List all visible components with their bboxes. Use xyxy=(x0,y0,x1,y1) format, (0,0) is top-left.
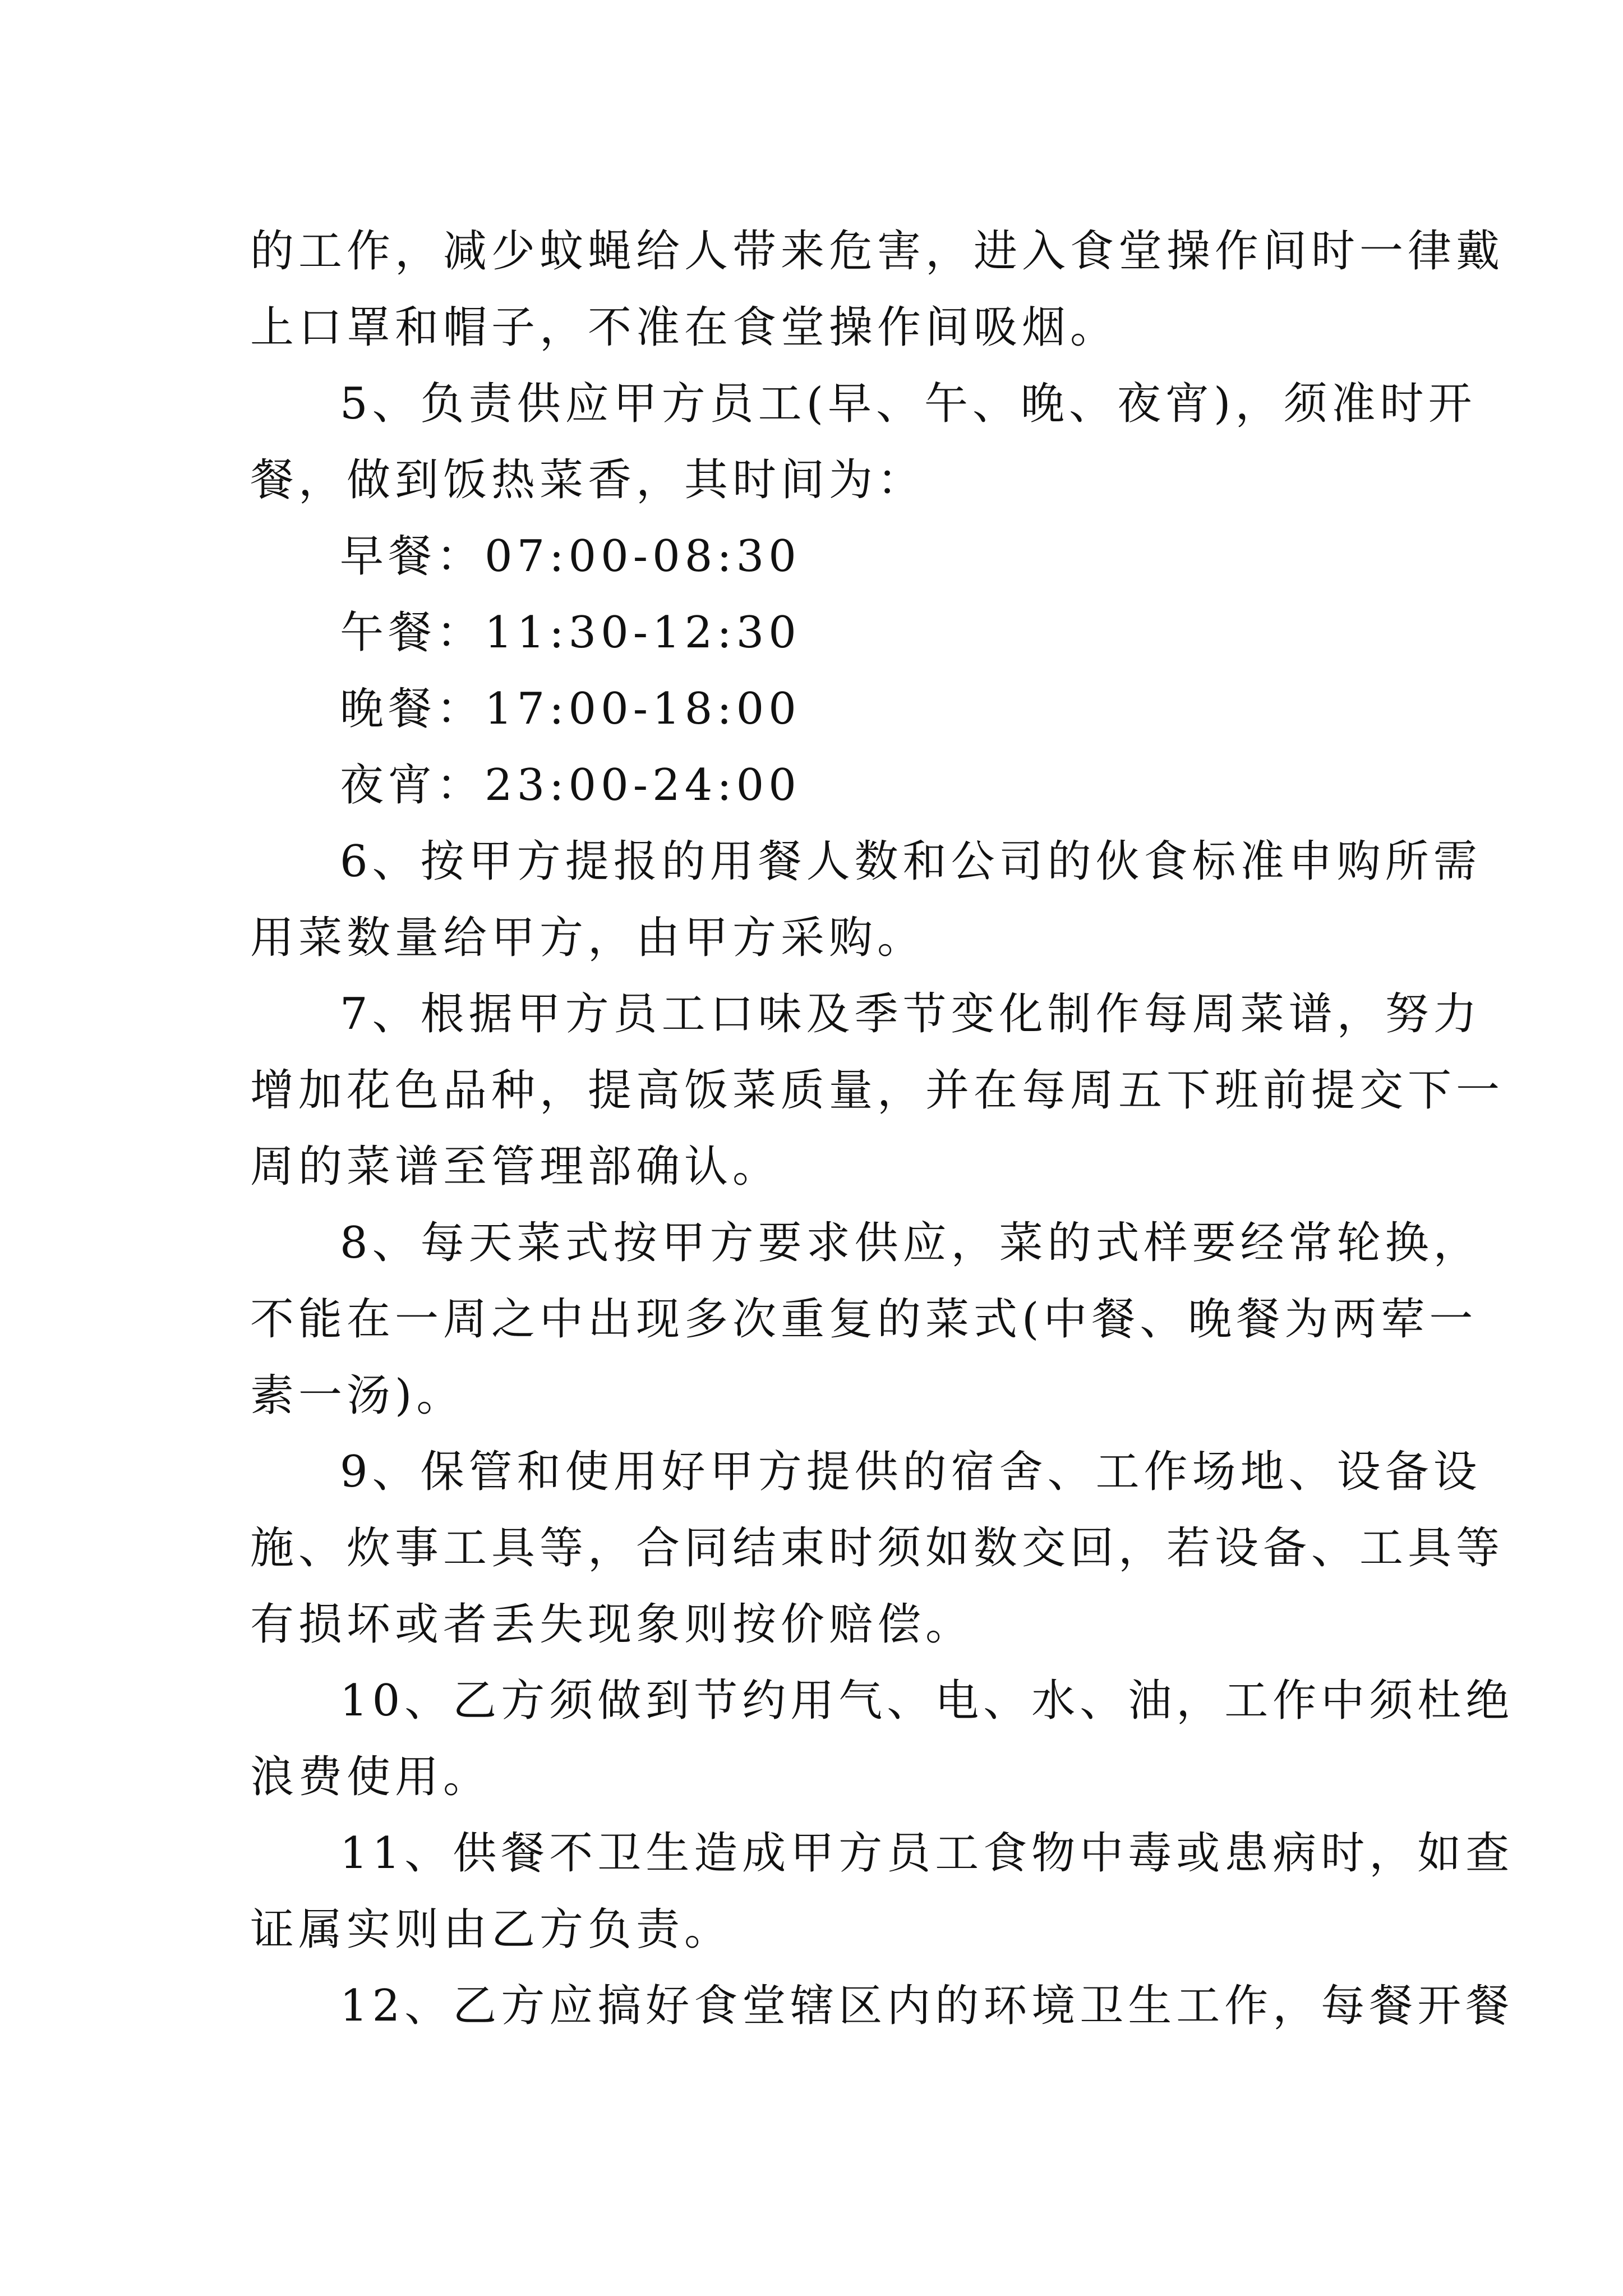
clause-11-line: 11、供餐不卫生造成甲方员工食物中毒或患病时，如查 xyxy=(340,1828,1514,1879)
lunch-time: 午餐：11:30-12:30 xyxy=(340,608,801,658)
text-line: 不能在一周之中出现多次重复的菜式(中餐、晚餐为两荤一 xyxy=(250,1294,1478,1345)
clause-5-line: 5、负责供应甲方员工(早、午、晚、夜宵)，须准时开 xyxy=(340,379,1477,429)
clause-10-line: 10、乙方须做到节约用气、电、水、油，工作中须杜绝 xyxy=(340,1676,1514,1726)
text-line: 增加花色品种，提高饭菜质量，并在每周五下班前提交下一 xyxy=(250,1065,1505,1116)
clause-12-line: 12、乙方应搞好食堂辖区内的环境卫生工作，每餐开餐 xyxy=(340,1981,1514,2031)
text-line: 的工作，减少蚊蝇给人带来危害，进入食堂操作间时一律戴 xyxy=(250,226,1505,277)
text-line: 周的菜谱至管理部确认。 xyxy=(250,1142,781,1192)
text-line: 上口罩和帽子，不准在食堂操作间吸烟。 xyxy=(250,302,1119,353)
clause-9-line: 9、保管和使用好甲方提供的宿舍、工作场地、设备设 xyxy=(340,1447,1482,1497)
clause-8-line: 8、每天菜式按甲方要求供应，菜的式样要经常轮换， xyxy=(340,1218,1482,1268)
text-line: 餐，做到饭热菜香，其时间为： xyxy=(250,455,926,505)
text-line: 有损坏或者丢失现象则按价赔偿。 xyxy=(250,1599,974,1650)
text-line: 用菜数量给甲方，由甲方采购。 xyxy=(250,913,926,963)
breakfast-time: 早餐：07:00-08:30 xyxy=(340,531,801,582)
text-line: 浪费使用。 xyxy=(250,1752,492,1802)
text-line: 素一汤)。 xyxy=(250,1370,465,1421)
clause-6-line: 6、按甲方提报的用餐人数和公司的伙食标准申购所需 xyxy=(340,836,1482,887)
clause-7-line: 7、根据甲方员工口味及季节变化制作每周菜谱，努力 xyxy=(340,989,1482,1039)
text-line: 施、炊事工具等，合同结束时须如数交回，若设备、工具等 xyxy=(250,1523,1505,1573)
late-snack-time: 夜宵：23:00-24:00 xyxy=(340,760,801,811)
document-body xyxy=(250,213,1514,2044)
text-line: 证属实则由乙方负责。 xyxy=(250,1904,733,1955)
dinner-time: 晚餐：17:00-18:00 xyxy=(340,684,801,734)
